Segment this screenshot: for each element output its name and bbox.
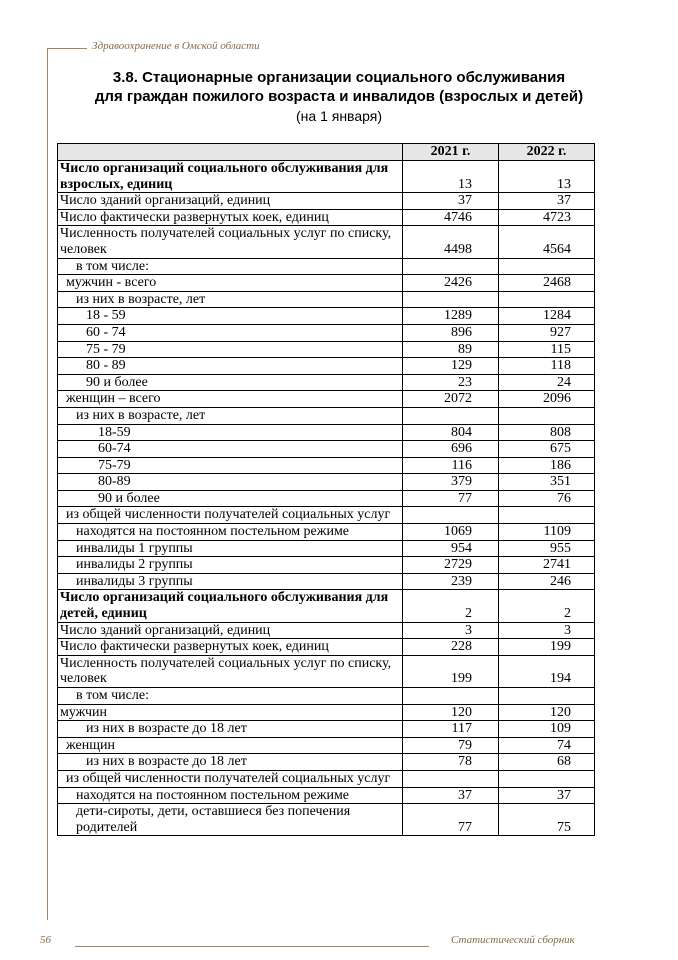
- row-label: 60-74: [58, 441, 403, 458]
- row-label: 18 - 59: [58, 308, 403, 325]
- value-2021: 2426: [403, 275, 499, 292]
- table-row: [58, 655, 595, 687]
- value-2022: 2096: [499, 391, 595, 408]
- table-row: [58, 490, 595, 507]
- row-label: 80-89: [58, 474, 403, 491]
- table-row: [58, 507, 595, 524]
- value-2021: 13: [403, 161, 499, 193]
- table-row: [58, 557, 595, 574]
- value-2022: [499, 507, 595, 524]
- title-line-1: 3.8. Стационарные организации социального обслуживания: [112, 69, 566, 86]
- table-row: [58, 704, 595, 721]
- value-2022: 75: [499, 804, 595, 836]
- margin-rule-top: [47, 48, 87, 49]
- value-2021: 116: [403, 457, 499, 474]
- value-2022: 927: [499, 324, 595, 341]
- table-row: [58, 721, 595, 738]
- table-row: [58, 770, 595, 787]
- table-row: [58, 590, 595, 622]
- row-label: 75 - 79: [58, 341, 403, 358]
- value-2022: 955: [499, 540, 595, 557]
- table-row: [58, 391, 595, 408]
- value-2021: 129: [403, 358, 499, 375]
- table-row: [58, 374, 595, 391]
- value-2021: [403, 258, 499, 275]
- row-label: из общей численности получателей социальных услуг: [58, 507, 403, 524]
- value-2021: 4746: [403, 209, 499, 226]
- value-2021: [403, 291, 499, 308]
- value-2021: 2: [403, 590, 499, 622]
- row-label: 90 и более: [58, 374, 403, 391]
- value-2021: 1069: [403, 524, 499, 541]
- row-label: 80 - 89: [58, 358, 403, 375]
- table-subtitle: (на 1 января): [296, 108, 382, 124]
- value-2021: 77: [403, 804, 499, 836]
- table-row: [58, 639, 595, 656]
- row-label: инвалиды 3 группы: [58, 573, 403, 590]
- margin-rule-vertical: [47, 48, 48, 920]
- row-label: женщин – всего: [58, 391, 403, 408]
- row-label: мужчин - всего: [58, 275, 403, 292]
- value-2022: 118: [499, 358, 595, 375]
- value-2021: [403, 407, 499, 424]
- page-number: 56: [40, 934, 51, 946]
- table-row: [58, 754, 595, 771]
- row-label: Число зданий организаций, единиц: [58, 193, 403, 210]
- value-2021: 77: [403, 490, 499, 507]
- row-label: 18-59: [58, 424, 403, 441]
- header-2022: 2022 г.: [499, 144, 595, 161]
- row-label: инвалиды 2 группы: [58, 557, 403, 574]
- row-label: из них в возрасте до 18 лет: [58, 754, 403, 771]
- row-label: в том числе:: [58, 258, 403, 275]
- value-2022: 74: [499, 737, 595, 754]
- row-label: из них в возрасте до 18 лет: [58, 721, 403, 738]
- table-row: [58, 573, 595, 590]
- value-2022: 194: [499, 655, 595, 687]
- table-row: [58, 193, 595, 210]
- row-label: из общей численности получателей социальных услуг: [58, 770, 403, 787]
- row-label: инвалиды 1 группы: [58, 540, 403, 557]
- table-header-row: [58, 144, 595, 161]
- value-2022: 2741: [499, 557, 595, 574]
- footer-text: Статистический сборник: [451, 934, 575, 946]
- table-row: [58, 540, 595, 557]
- table-row: [58, 161, 595, 193]
- value-2022: 199: [499, 639, 595, 656]
- value-2022: [499, 688, 595, 705]
- value-2021: 1289: [403, 308, 499, 325]
- statistics-table: [57, 143, 595, 836]
- table-row: [58, 457, 595, 474]
- table-row: [58, 787, 595, 804]
- value-2021: 117: [403, 721, 499, 738]
- row-label: мужчин: [58, 704, 403, 721]
- row-label: 90 и более: [58, 490, 403, 507]
- value-2022: 76: [499, 490, 595, 507]
- value-2021: 4498: [403, 226, 499, 258]
- table-row: [58, 474, 595, 491]
- value-2022: 37: [499, 193, 595, 210]
- table-row: [58, 308, 595, 325]
- row-label: Число зданий организаций, единиц: [58, 622, 403, 639]
- value-2022: 37: [499, 787, 595, 804]
- table-row: [58, 341, 595, 358]
- row-label: из них в возрасте, лет: [58, 291, 403, 308]
- footer-rule: [75, 946, 429, 947]
- table-row: [58, 441, 595, 458]
- value-2022: 109: [499, 721, 595, 738]
- value-2021: 79: [403, 737, 499, 754]
- row-label: Число фактически развернутых коек, единиц: [58, 639, 403, 656]
- value-2021: 379: [403, 474, 499, 491]
- value-2021: 37: [403, 787, 499, 804]
- value-2021: 2729: [403, 557, 499, 574]
- value-2021: 2072: [403, 391, 499, 408]
- value-2022: 246: [499, 573, 595, 590]
- table-row: [58, 622, 595, 639]
- table-row: [58, 226, 595, 258]
- value-2021: 23: [403, 374, 499, 391]
- value-2022: 1284: [499, 308, 595, 325]
- value-2021: [403, 688, 499, 705]
- value-2021: 896: [403, 324, 499, 341]
- value-2021: 696: [403, 441, 499, 458]
- table-row: [58, 804, 595, 836]
- value-2021: 954: [403, 540, 499, 557]
- value-2021: 228: [403, 639, 499, 656]
- table-row: [58, 407, 595, 424]
- value-2022: [499, 291, 595, 308]
- value-2021: 37: [403, 193, 499, 210]
- value-2022: 24: [499, 374, 595, 391]
- header-label: [58, 144, 403, 161]
- value-2022: 120: [499, 704, 595, 721]
- value-2021: 3: [403, 622, 499, 639]
- table-row: [58, 209, 595, 226]
- table-row: [58, 424, 595, 441]
- table-row: [58, 737, 595, 754]
- row-label: дети-сироты, дети, оставшиеся без попечения родителей: [58, 804, 403, 836]
- table-title: [60, 68, 618, 106]
- row-label: Численность получателей социальных услуг по списку, человек: [58, 226, 403, 258]
- row-label: находятся на постоянном постельном режиме: [58, 524, 403, 541]
- value-2022: 115: [499, 341, 595, 358]
- value-2021: 89: [403, 341, 499, 358]
- row-label: Число организаций социального обслуживания для детей, единиц: [58, 590, 403, 622]
- value-2022: [499, 258, 595, 275]
- title-line-2: для граждан пожилого возраста и инвалидов (взрослых и детей): [94, 88, 584, 105]
- table-row: [58, 291, 595, 308]
- row-label: 60 - 74: [58, 324, 403, 341]
- header-2021: 2021 г.: [403, 144, 499, 161]
- table-row: [58, 524, 595, 541]
- value-2022: [499, 407, 595, 424]
- value-2022: [499, 770, 595, 787]
- row-label: находятся на постоянном постельном режиме: [58, 787, 403, 804]
- value-2022: 4564: [499, 226, 595, 258]
- row-label: в том числе:: [58, 688, 403, 705]
- value-2021: 78: [403, 754, 499, 771]
- row-label: женщин: [58, 737, 403, 754]
- value-2022: 3: [499, 622, 595, 639]
- value-2022: 351: [499, 474, 595, 491]
- value-2021: [403, 770, 499, 787]
- value-2021: 120: [403, 704, 499, 721]
- row-label: Число организаций социального обслуживания для взрослых, единиц: [58, 161, 403, 193]
- value-2021: [403, 507, 499, 524]
- table-row: [58, 358, 595, 375]
- value-2022: 68: [499, 754, 595, 771]
- row-label: Численность получателей социальных услуг по списку, человек: [58, 655, 403, 687]
- value-2022: 2: [499, 590, 595, 622]
- value-2022: 13: [499, 161, 595, 193]
- running-head: Здравоохранение в Омской области: [92, 40, 260, 52]
- value-2022: 2468: [499, 275, 595, 292]
- value-2022: 1109: [499, 524, 595, 541]
- value-2022: 186: [499, 457, 595, 474]
- value-2021: 239: [403, 573, 499, 590]
- value-2022: 808: [499, 424, 595, 441]
- row-label: из них в возрасте, лет: [58, 407, 403, 424]
- table-row: [58, 258, 595, 275]
- row-label: Число фактически развернутых коек, единиц: [58, 209, 403, 226]
- value-2021: 199: [403, 655, 499, 687]
- value-2021: 804: [403, 424, 499, 441]
- row-label: 75-79: [58, 457, 403, 474]
- table-row: [58, 324, 595, 341]
- value-2022: 4723: [499, 209, 595, 226]
- value-2022: 675: [499, 441, 595, 458]
- table-row: [58, 275, 595, 292]
- table-row: [58, 688, 595, 705]
